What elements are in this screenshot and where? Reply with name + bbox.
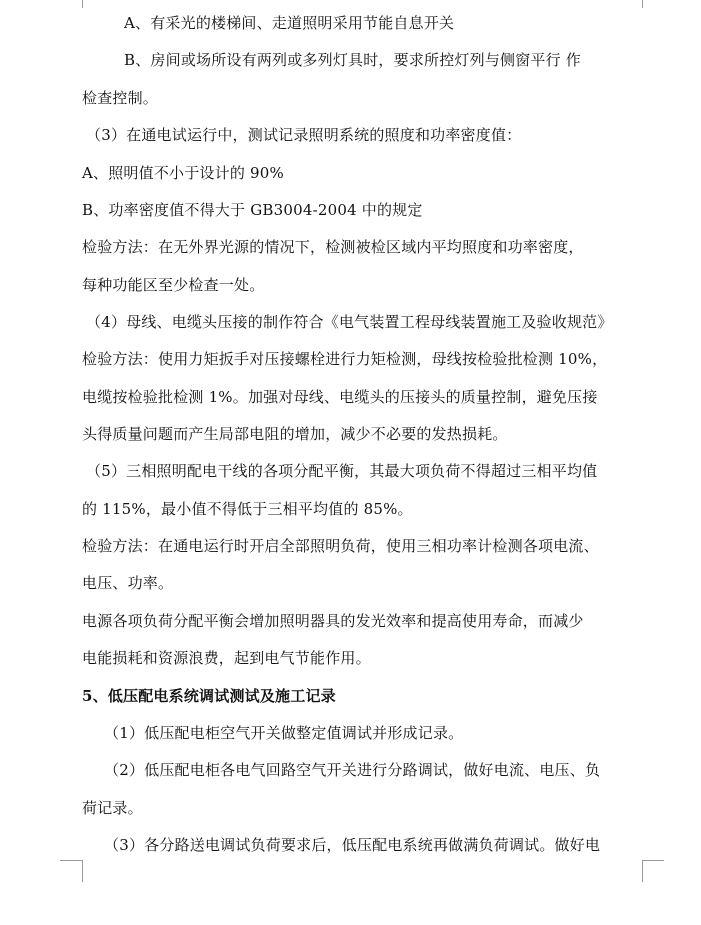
text-line-23: （3）各分路送电调试负荷要求后，低压配电系统再做满负荷调试。做好电 (104, 836, 601, 854)
text-line-17: 电源各项负荷分配平衡会增加照明器具的发光效率和提高使用寿命，而减少 (82, 612, 584, 630)
text-line-3: 检查控制。 (82, 89, 159, 107)
text-line-4: （3）在通电试运行中，测试记录照明系统的照度和功率密度值： (86, 126, 522, 144)
text-line-21: （2）低压配电柜各电气回路空气开关进行分路调试，做好电流、电压、负 (104, 761, 601, 779)
crop-mark-bottom-right-horizontal (642, 860, 664, 861)
text-line-18: 电能损耗和资源浪费，起到电气节能作用。 (82, 649, 371, 667)
text-line-1: A、有采光的楼梯间、走道照明采用节能自息开关 (124, 14, 455, 32)
text-line-6: B、功率密度值不得大于 GB3004-2004 中的规定 (82, 201, 423, 219)
text-line-12: 头得质量问题而产生局部电阻的增加，减少不必要的发热损耗。 (82, 425, 508, 443)
text-line-22: 荷记录。 (82, 799, 143, 817)
crop-mark-top-left-vertical (82, 0, 83, 8)
text-line-16: 电压、功率。 (82, 574, 174, 592)
crop-mark-bottom-left-vertical (82, 860, 83, 882)
text-line-9: （4）母线、电缆头压接的制作符合《电气装置工程母线装置施工及验收规范》 (86, 313, 613, 331)
text-line-14: 的 115%，最小值不得低于三相平均值的 85%。 (82, 500, 413, 518)
text-line-20: （1）低压配电柜空气开关做整定值调试并形成记录。 (104, 724, 464, 742)
crop-mark-bottom-right-vertical (642, 860, 643, 882)
section-heading: 5、低压配电系统调试测试及施工记录 (82, 687, 336, 705)
crop-mark-bottom-left-horizontal (60, 860, 83, 861)
text-line-11: 电缆按检验批检测 1%。加强对母线、电缆头的压接头的质量控制，避免压接 (82, 388, 598, 406)
crop-mark-top-right-vertical (642, 0, 643, 8)
text-line-10: 检验方法：使用力矩扳手对压接螺栓进行力矩检测，母线按检验批检测 10%， (82, 350, 608, 368)
text-line-5: A、照明值不小于设计的 90% (82, 164, 284, 182)
text-line-13: （5）三相照明配电干线的各项分配平衡，其最大项负荷不得超过三相平均值 (86, 462, 598, 480)
text-line-2: B、房间或场所设有两列或多列灯具时，要求所控灯列与侧窗平行 作 (124, 51, 581, 69)
text-line-7: 检验方法：在无外界光源的情况下，检测被检区域内平均照度和功率密度， (82, 238, 584, 256)
text-line-8: 每种功能区至少检查一处。 (82, 276, 265, 294)
text-line-15: 检验方法：在通电运行时开启全部照明负荷，使用三相功率计检测各项电流、 (82, 537, 599, 555)
